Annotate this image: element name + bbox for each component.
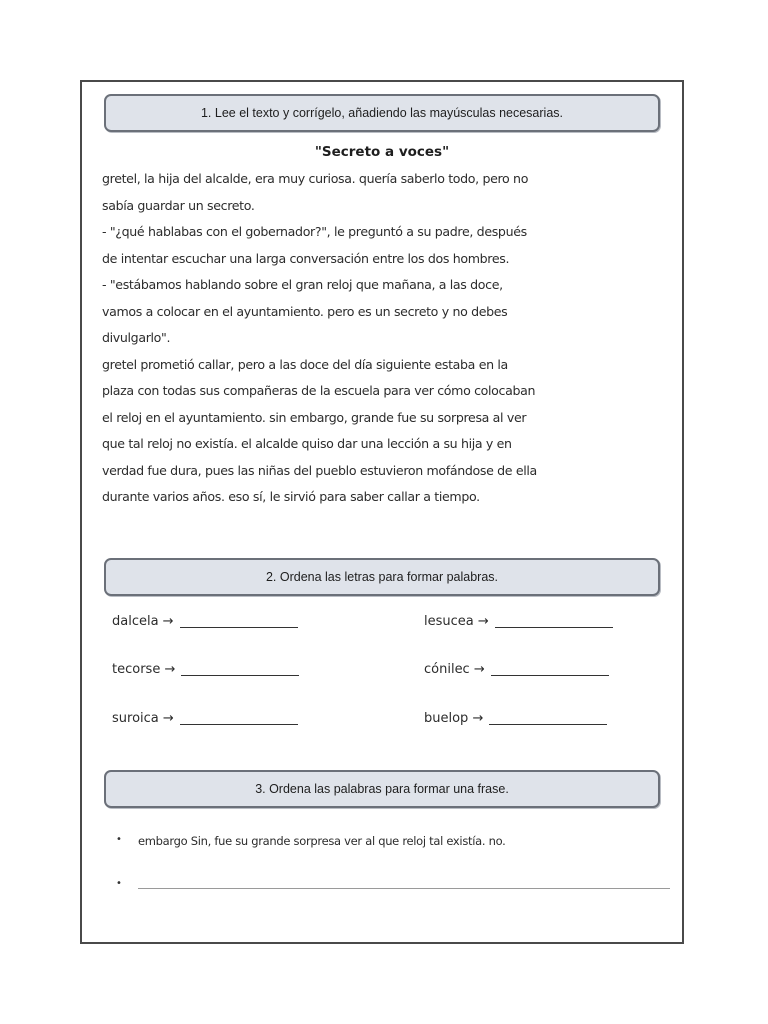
bullet-icon: • [116, 834, 122, 845]
answer-blank[interactable] [180, 724, 298, 725]
story-title: "Secreto a voces" [314, 144, 450, 160]
story-line: sabía guardar un secreto. [102, 197, 255, 213]
story-line: - "¿qué hablabas con el gobernador?", le preguntó a su padre, después [102, 224, 527, 239]
answer-blank[interactable] [495, 627, 613, 628]
scrambled-word-item [112, 614, 298, 629]
story-line: que tal reloj no existía. el alcalde quiso dar una lección a su hija y en [102, 436, 512, 451]
scrambled-word-item [424, 662, 609, 677]
story-line: el reloj en el ayuntamiento. sin embargo, grande fue su sorpresa al ver [102, 409, 527, 425]
answer-blank[interactable] [181, 675, 299, 676]
story-line: gretel prometió callar, pero a las doce del día siguiente estaba en la [102, 356, 508, 372]
instruction-1-text: 1. Lee el texto y corrígelo, añadiendo las mayúsculas necesarias. [200, 106, 563, 120]
scrambled-word-item [424, 711, 607, 726]
instruction-3-text: 3. Ordena las palabras para formar una frase. [255, 782, 509, 796]
scrambled-word-item [424, 614, 613, 629]
answer-blank[interactable] [180, 627, 298, 628]
scrambled-sentence: embargo Sin, fue su grande sorpresa ver al que reloj tal existía. no. [138, 834, 506, 848]
instruction-banner-2 [104, 558, 660, 596]
answer-blank[interactable] [489, 724, 607, 725]
scrambled-word: dalcela → [112, 614, 174, 629]
story-line: plaza con todas sus compañeras de la escuela para ver cómo colocaban [102, 383, 536, 398]
scrambled-word: cónilec → [424, 662, 485, 677]
instruction-2-text: 2. Ordena las letras para formar palabras. [265, 570, 499, 584]
story-line: - "estábamos hablando sobre el gran reloj que mañana, a las doce, [102, 277, 503, 292]
scrambled-word: tecorse → [112, 662, 176, 677]
story-line: divulgarlo". [102, 330, 171, 345]
scrambled-word-item [112, 662, 299, 677]
instruction-banner-1 [104, 94, 660, 132]
story-line: verdad fue dura, pues las niñas del pueblo estuvieron mofándose de ella [102, 462, 537, 478]
story-line: durante varios años. eso sí, le sirvió para saber callar a tiempo. [102, 489, 480, 504]
worksheet [80, 80, 684, 944]
bullet-icon: • [116, 878, 122, 889]
scrambled-word: buelop → [424, 711, 484, 726]
answer-blank[interactable] [491, 675, 609, 676]
story-text [102, 166, 672, 511]
scrambled-word-item [112, 711, 298, 726]
story-line: vamos a colocar en el ayuntamiento. pero es un secreto y no debes [102, 303, 508, 319]
story-line: de intentar escuchar una larga conversación entre los dos hombres. [102, 250, 510, 266]
scrambled-word: suroica → [112, 711, 174, 726]
scrambled-word: lesucea → [424, 614, 489, 629]
sentence-answer-line[interactable] [138, 888, 670, 889]
story-line: gretel, la hija del alcalde, era muy curiosa. quería saberlo todo, pero no [102, 171, 529, 186]
instruction-banner-3 [104, 770, 660, 808]
